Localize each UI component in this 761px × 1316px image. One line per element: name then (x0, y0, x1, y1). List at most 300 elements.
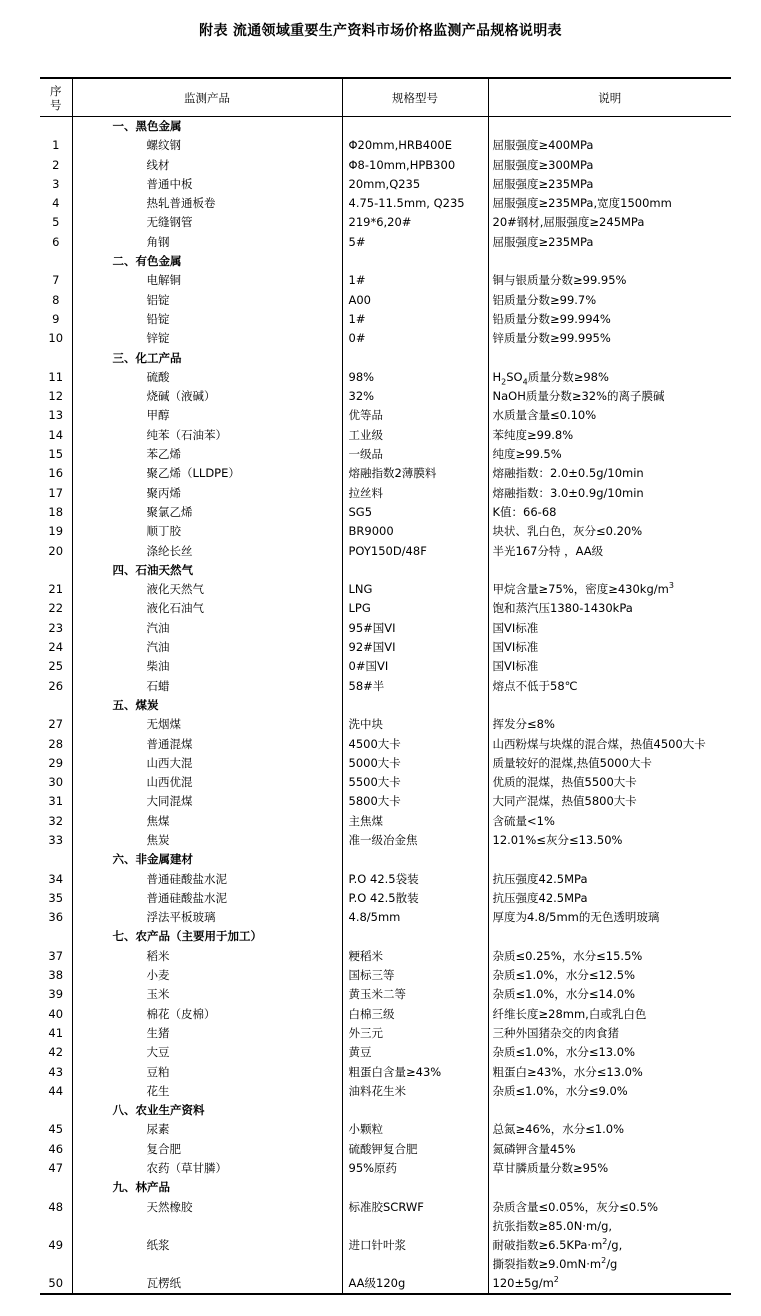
section-spec-cell (342, 1101, 488, 1120)
spec-note: 屈服强度≥235MPa (492, 176, 594, 191)
spec-table (40, 77, 731, 1295)
product-name: 汽油 (72, 638, 342, 657)
table-row (40, 1063, 731, 1082)
table-row (40, 638, 731, 657)
table-row (40, 1140, 731, 1159)
table-row (40, 194, 731, 213)
row-number: 19 (40, 522, 72, 541)
note-fragment: /g, (607, 1237, 623, 1252)
table-row (40, 619, 731, 638)
row-number: 33 (40, 831, 72, 850)
section-title: 九、林产品 (72, 1178, 342, 1197)
table-row (40, 1043, 731, 1062)
section-spec-cell (342, 1178, 488, 1197)
product-name: 棉花（皮棉） (72, 1005, 342, 1024)
spec-note: 杂质≤1.0%，水分≤14.0% (492, 987, 636, 1002)
spec-model: 5000大卡 (342, 754, 488, 773)
spec-note: 水质量含量≤0.10% (492, 408, 597, 423)
product-name: 液化石油气 (72, 599, 342, 618)
spec-model: 4.8/5mm (342, 908, 488, 927)
product-name: 普通混煤 (72, 735, 342, 754)
table-row (40, 542, 731, 561)
product-name: 聚乙烯（LLDPE） (72, 464, 342, 483)
table-row (40, 522, 731, 541)
section-spec-cell (342, 696, 488, 715)
spec-note: 抗压强度42.5MPa (492, 871, 588, 886)
spec-note: 熔融指数：3.0±0.9g/10min (492, 485, 644, 500)
section-spec-cell (342, 561, 488, 580)
row-number: 27 (40, 715, 72, 734)
row-number: 34 (40, 870, 72, 889)
spec-model: 硫酸钾复合肥 (342, 1140, 488, 1159)
product-name: 无烟煤 (72, 715, 342, 734)
product-name: 焦煤 (72, 812, 342, 831)
section-title: 八、农业生产资料 (72, 1101, 342, 1120)
product-name: 甲醇 (72, 406, 342, 425)
table-row (40, 1159, 731, 1178)
table-row (40, 812, 731, 831)
row-number: 8 (40, 291, 72, 310)
spec-note: 块状、乳白色，灰分≤0.20% (492, 524, 643, 539)
row-number: 13 (40, 406, 72, 425)
header-note: 说明 (598, 90, 622, 105)
spec-model: 一级品 (342, 445, 488, 464)
row-number: 50 (40, 1274, 72, 1294)
section-seq-cell (40, 696, 72, 715)
section-title: 二、有色金属 (72, 252, 342, 271)
table-row (40, 175, 731, 194)
spec-note: 12.01%≤灰分≤13.50% (492, 832, 623, 847)
row-number: 42 (40, 1043, 72, 1062)
row-number: 35 (40, 889, 72, 908)
spec-note: 杂质≤1.0%，水分≤13.0% (492, 1045, 636, 1060)
spec-note: 杂质≤0.25%，水分≤15.5% (492, 948, 643, 963)
table-row (40, 156, 731, 175)
header-seq-text: 序号 (50, 83, 62, 112)
table-row (40, 657, 731, 676)
spec-note (488, 1217, 731, 1274)
spec-note: 优质的混煤，热值5500大卡 (492, 775, 637, 790)
spec-note: 纤维长度≥28mm,白或乳白色 (492, 1006, 647, 1021)
spec-model: 98% (342, 368, 488, 387)
superscript: 2 (553, 1275, 559, 1285)
note-line (493, 1255, 732, 1274)
section-spec-cell (342, 850, 488, 869)
product-name: 焦炭 (72, 831, 342, 850)
table-row (40, 484, 731, 503)
product-name: 普通中板 (72, 175, 342, 194)
note-fragment: 甲烷含量≥75%，密度≥430kg/m (492, 582, 669, 597)
product-name: 热轧普通板卷 (72, 194, 342, 213)
table-row (40, 735, 731, 754)
row-number: 2 (40, 156, 72, 175)
spec-model: 95#国VI (342, 619, 488, 638)
spec-model: 标准胶SCRWF (342, 1198, 488, 1217)
spec-note: 铜与银质量分数≥99.95% (492, 273, 627, 288)
section-note-cell (488, 117, 731, 137)
spec-note: 质量较好的混煤,热值5000大卡 (492, 755, 652, 770)
spec-note: K值：66-68 (492, 504, 557, 519)
section-title: 五、煤炭 (72, 696, 342, 715)
table-row (40, 580, 731, 599)
section-note-cell (488, 850, 731, 869)
section-seq-cell (40, 117, 72, 137)
table-row (40, 715, 731, 734)
spec-model: 1# (342, 310, 488, 329)
section-row (40, 1178, 731, 1197)
spec-model: 拉丝料 (342, 484, 488, 503)
spec-note (488, 580, 731, 599)
row-number: 23 (40, 619, 72, 638)
spec-note: NaOH质量分数≥32%的离子膜碱 (492, 389, 665, 404)
product-name: 锌锭 (72, 329, 342, 348)
product-name: 豆粕 (72, 1063, 342, 1082)
spec-model: 0# (342, 329, 488, 348)
spec-model: POY150D/48F (342, 542, 488, 561)
spec-model: 20mm,Q235 (342, 175, 488, 194)
table-row (40, 947, 731, 966)
spec-model: 219*6,20# (342, 213, 488, 232)
product-name: 普通硅酸盐水泥 (72, 870, 342, 889)
row-number: 31 (40, 792, 72, 811)
spec-note: 国VI标准 (492, 620, 539, 635)
spec-model: 洗中块 (342, 715, 488, 734)
table-row (40, 426, 731, 445)
superscript: 2 (601, 1256, 607, 1266)
product-name: 纸浆 (72, 1217, 342, 1274)
spec-note: 熔融指数：2.0±0.5g/10min (492, 466, 644, 481)
spec-note: 屈服强度≥235MPa,宽度1500mm (492, 196, 672, 211)
table-row (40, 1005, 731, 1024)
table-row (40, 1120, 731, 1139)
table-row (40, 329, 731, 348)
note-fragment: /g (606, 1256, 618, 1271)
product-name: 小麦 (72, 966, 342, 985)
spec-model: P.O 42.5散装 (342, 889, 488, 908)
product-name: 尿素 (72, 1120, 342, 1139)
table-row (40, 1217, 731, 1274)
table-row (40, 889, 731, 908)
spec-model: 小颗粒 (342, 1120, 488, 1139)
product-name: 铅锭 (72, 310, 342, 329)
product-name: 螺纹钢 (72, 136, 342, 155)
row-number: 11 (40, 368, 72, 387)
spec-model: BR9000 (342, 522, 488, 541)
product-name: 液化天然气 (72, 580, 342, 599)
table-row (40, 368, 731, 387)
product-name: 玉米 (72, 985, 342, 1004)
spec-note: 铝质量分数≥99.7% (492, 292, 597, 307)
spec-note: 熔点不低于58℃ (492, 678, 578, 693)
spec-model: 95%原药 (342, 1159, 488, 1178)
table-row (40, 445, 731, 464)
row-number: 30 (40, 773, 72, 792)
section-note-cell (488, 561, 731, 580)
spec-model: 准一级冶金焦 (342, 831, 488, 850)
row-number: 21 (40, 580, 72, 599)
spec-model: Φ20mm,HRB400E (342, 136, 488, 155)
section-seq-cell (40, 1178, 72, 1197)
spec-note: 国VI标准 (492, 659, 539, 674)
row-number: 10 (40, 329, 72, 348)
spec-note: 杂质≤1.0%，水分≤12.5% (492, 968, 636, 983)
note-fragment: H (492, 369, 502, 384)
spec-model: 油料花生米 (342, 1082, 488, 1101)
spec-note: 屈服强度≥235MPa (492, 234, 594, 249)
row-number: 49 (40, 1217, 72, 1274)
row-number: 40 (40, 1005, 72, 1024)
product-name: 纯苯（石油苯） (72, 426, 342, 445)
spec-model: 92#国VI (342, 638, 488, 657)
row-number: 38 (40, 966, 72, 985)
row-number: 14 (40, 426, 72, 445)
section-row (40, 927, 731, 946)
table-row (40, 213, 731, 232)
section-row (40, 117, 731, 137)
row-number: 44 (40, 1082, 72, 1101)
product-name: 复合肥 (72, 1140, 342, 1159)
table-header-row (40, 78, 731, 117)
spec-model: 优等品 (342, 406, 488, 425)
section-seq-cell (40, 349, 72, 368)
spec-note: 粗蛋白≥43%，水分≤13.0% (492, 1064, 643, 1079)
superscript: 2 (602, 1237, 608, 1247)
row-number: 20 (40, 542, 72, 561)
note-fragment: 120±5g/m (492, 1275, 554, 1290)
spec-model: 5800大卡 (342, 792, 488, 811)
spec-model: 熔融指数2薄膜料 (342, 464, 488, 483)
spec-note: 苯纯度≥99.8% (492, 427, 574, 442)
product-name: 无缝钢管 (72, 213, 342, 232)
product-name: 涤纶长丝 (72, 542, 342, 561)
table-row (40, 1274, 731, 1294)
table-row (40, 599, 731, 618)
header-product: 监测产品 (72, 78, 342, 117)
row-number: 29 (40, 754, 72, 773)
row-number: 36 (40, 908, 72, 927)
row-number: 46 (40, 1140, 72, 1159)
product-name: 电解铜 (72, 271, 342, 290)
superscript: 3 (668, 581, 674, 591)
table-row (40, 1198, 731, 1217)
spec-model: 4.75-11.5mm, Q235 (342, 194, 488, 213)
product-name: 聚丙烯 (72, 484, 342, 503)
product-name: 石蜡 (72, 677, 342, 696)
table-row (40, 233, 731, 252)
spec-note: 屈服强度≥400MPa (492, 138, 594, 153)
product-name: 线材 (72, 156, 342, 175)
note-fragment: 撕裂指数≥9.0mN·m (492, 1256, 602, 1271)
spec-model: SG5 (342, 503, 488, 522)
row-number: 24 (40, 638, 72, 657)
section-row (40, 1101, 731, 1120)
section-note-cell (488, 349, 731, 368)
row-number: 39 (40, 985, 72, 1004)
table-row (40, 387, 731, 406)
spec-note: 锌质量分数≥99.995% (492, 331, 611, 346)
section-note-cell (488, 927, 731, 946)
spec-model: 0#国VI (342, 657, 488, 676)
row-number: 6 (40, 233, 72, 252)
table-row (40, 464, 731, 483)
spec-model: Φ8-10mm,HPB300 (342, 156, 488, 175)
section-row (40, 850, 731, 869)
section-seq-cell (40, 1101, 72, 1120)
product-name: 生猪 (72, 1024, 342, 1043)
table-row (40, 503, 731, 522)
product-name: 烧碱（液碱） (72, 387, 342, 406)
spec-model: 5# (342, 233, 488, 252)
section-seq-cell (40, 850, 72, 869)
table-row (40, 310, 731, 329)
section-row (40, 561, 731, 580)
header-seq (40, 78, 72, 117)
table-row (40, 677, 731, 696)
spec-note: 大同产混煤，热值5800大卡 (492, 794, 637, 809)
spec-note: 三种外国猪杂交的肉食猪 (492, 1025, 619, 1040)
spec-model: 国标三等 (342, 966, 488, 985)
row-number: 12 (40, 387, 72, 406)
table-row (40, 754, 731, 773)
spec-note (488, 368, 731, 387)
product-name: 天然橡胶 (72, 1198, 342, 1217)
row-number: 7 (40, 271, 72, 290)
spec-note (488, 1274, 731, 1294)
note-line (493, 1217, 732, 1236)
product-name: 顺丁胶 (72, 522, 342, 541)
spec-note: 抗压强度42.5MPa (492, 890, 588, 905)
spec-model: 工业级 (342, 426, 488, 445)
table-row (40, 792, 731, 811)
product-name: 山西大混 (72, 754, 342, 773)
product-name: 聚氯乙烯 (72, 503, 342, 522)
table-row (40, 773, 731, 792)
product-name: 角钢 (72, 233, 342, 252)
page-title: 附表 流通领域重要生产资料市场价格监测产品规格说明表 (199, 23, 562, 39)
note-fragment: 抗张指数≥85.0N·m/g, (492, 1218, 613, 1233)
table-row (40, 1024, 731, 1043)
product-name: 硫酸 (72, 368, 342, 387)
section-row (40, 252, 731, 271)
section-title: 七、农产品（主要用于加工） (72, 927, 342, 946)
spec-model: 外三元 (342, 1024, 488, 1043)
row-number: 1 (40, 136, 72, 155)
row-number: 5 (40, 213, 72, 232)
row-number: 37 (40, 947, 72, 966)
product-name: 普通硅酸盐水泥 (72, 889, 342, 908)
section-seq-cell (40, 927, 72, 946)
product-name: 稻米 (72, 947, 342, 966)
spec-note: 草甘膦质量分数≥95% (492, 1161, 609, 1176)
row-number: 45 (40, 1120, 72, 1139)
spec-note: 铅质量分数≥99.994% (492, 311, 611, 326)
row-number: 26 (40, 677, 72, 696)
product-name: 浮法平板玻璃 (72, 908, 342, 927)
spec-model: 黄玉米二等 (342, 985, 488, 1004)
section-title: 三、化工产品 (72, 349, 342, 368)
spec-model: 黄豆 (342, 1043, 488, 1062)
section-title: 四、石油天然气 (72, 561, 342, 580)
spec-note: 杂质≤1.0%，水分≤9.0% (492, 1083, 628, 1098)
spec-model: 5500大卡 (342, 773, 488, 792)
spec-model: A00 (342, 291, 488, 310)
row-number: 48 (40, 1198, 72, 1217)
section-title: 一、黑色金属 (72, 117, 342, 137)
row-number: 32 (40, 812, 72, 831)
table-row (40, 1082, 731, 1101)
spec-note: 屈服强度≥300MPa (492, 157, 594, 172)
product-name: 农药（草甘膦） (72, 1159, 342, 1178)
product-name: 汽油 (72, 619, 342, 638)
section-note-cell (488, 1101, 731, 1120)
spec-model: LPG (342, 599, 488, 618)
note-fragment: 质量分数≥98% (527, 369, 609, 384)
row-number: 41 (40, 1024, 72, 1043)
subscript: 2 (501, 377, 507, 387)
product-name: 山西优混 (72, 773, 342, 792)
spec-note: 饱和蒸汽压1380-1430kPa (492, 601, 633, 616)
row-number: 9 (40, 310, 72, 329)
spec-note: 杂质含量≤0.05%，灰分≤0.5% (492, 1199, 659, 1214)
spec-note: 厚度为4.8/5mm的无色透明玻璃 (492, 910, 660, 925)
spec-note: 20#钢材,屈服强度≥245MPa (492, 215, 645, 230)
note-fragment: SO (506, 369, 523, 384)
spec-model: 4500大卡 (342, 735, 488, 754)
product-name: 瓦楞纸 (72, 1274, 342, 1294)
row-number: 3 (40, 175, 72, 194)
spec-model: AA级120g (342, 1274, 488, 1294)
product-name: 铝锭 (72, 291, 342, 310)
row-number: 16 (40, 464, 72, 483)
note-fragment: 耐破指数≥6.5KPa·m (492, 1237, 603, 1252)
table-row (40, 908, 731, 927)
section-spec-cell (342, 349, 488, 368)
spec-model: 粗蛋白含量≥43% (342, 1063, 488, 1082)
section-title: 六、非金属建材 (72, 850, 342, 869)
product-name: 苯乙烯 (72, 445, 342, 464)
section-note-cell (488, 252, 731, 271)
row-number: 15 (40, 445, 72, 464)
spec-model: 主焦煤 (342, 812, 488, 831)
spec-model: 进口针叶浆 (342, 1217, 488, 1274)
section-spec-cell (342, 252, 488, 271)
section-note-cell (488, 696, 731, 715)
table-row (40, 966, 731, 985)
spec-note: 挥发分≤8% (492, 717, 555, 732)
section-seq-cell (40, 561, 72, 580)
spec-note: 总氮≥46%，水分≤1.0% (492, 1122, 625, 1137)
section-seq-cell (40, 252, 72, 271)
section-spec-cell (342, 927, 488, 946)
row-number: 17 (40, 484, 72, 503)
table-row (40, 291, 731, 310)
row-number: 25 (40, 657, 72, 676)
spec-model: LNG (342, 580, 488, 599)
table-body (40, 117, 731, 1295)
spec-note: 氮磷钾含量45% (492, 1141, 576, 1156)
section-row (40, 696, 731, 715)
spec-note: 半光167分特 ，AA级 (492, 543, 604, 558)
row-number: 4 (40, 194, 72, 213)
product-name: 大同混煤 (72, 792, 342, 811)
spec-model: 58#半 (342, 677, 488, 696)
spec-model: 32% (342, 387, 488, 406)
spec-model: P.O 42.5袋装 (342, 870, 488, 889)
row-number: 28 (40, 735, 72, 754)
spec-model: 粳稻米 (342, 947, 488, 966)
table-row (40, 831, 731, 850)
row-number: 47 (40, 1159, 72, 1178)
